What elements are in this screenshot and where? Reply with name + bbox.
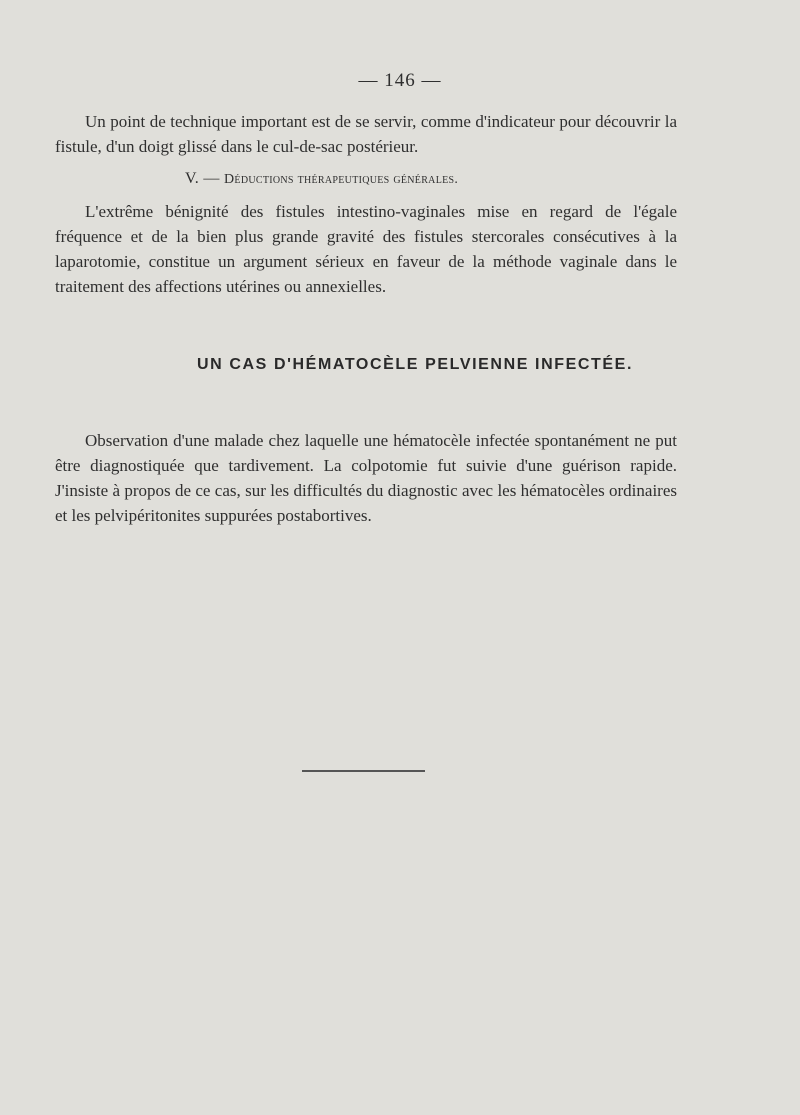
section-title: Déductions thérapeutiques générales.: [224, 172, 459, 187]
article-title: UN CAS D'HÉMATOCÈLE PELVIENNE INFECTÉE.: [196, 356, 634, 373]
page-number: — 146 —: [358, 70, 442, 91]
paragraph-deductions: L'extrême bénignité des fistules intestino-vaginales mise en regard de l'égale fréquence et de la bien plus grande gravité des fistules stercorales consécutives à la laparotomie, constitue un argument sérieux en faveur de la méthode vaginale dans le traitement des affections utérines ou annexielles.: [55, 202, 677, 296]
section-heading: [185, 170, 458, 188]
end-rule: [302, 770, 425, 772]
section-number: V. —: [185, 170, 224, 187]
paragraph-technique: Un point de technique important est de se servir, comme d'indicateur pour découvrir la fistule, d'un doigt glissé dans le cul-de-sac postérieur.: [55, 112, 677, 156]
paragraph-observation: Observation d'une malade chez laquelle une hématocèle infectée spontanément ne put être diagnostiquée que tardivement. La colpotomie fut suivie d'une guérison rapide. J'insiste à propos de ce cas, sur les difficultés du diagnostic avec les hématocèles ordinaires et les pelvipéritonites suppurées postabortives.: [55, 431, 677, 525]
